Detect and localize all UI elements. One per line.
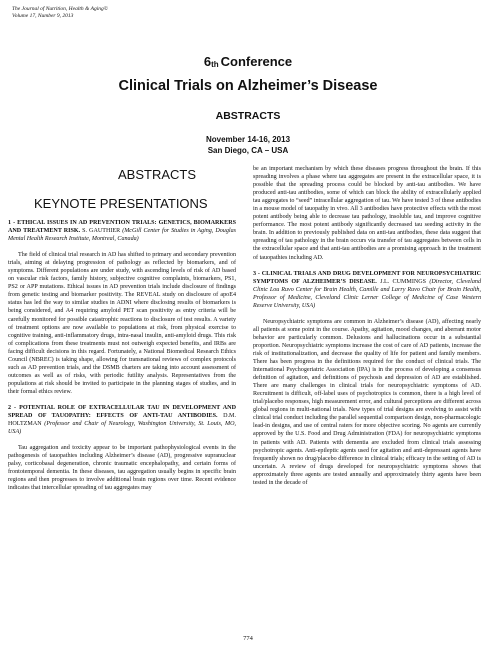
abstract-1-title: 1 - ETHICAL ISSUES IN AD PREVENTION TRIALS: GENETICS, BIOMARKERS AND TREATMENT RISK. [8, 220, 236, 235]
abstract-1-header [8, 219, 236, 243]
abstract-3-title: 3 - CLINICAL TRIALS AND DRUG DEVELOPMENT FOR NEUROPSYCHIATRIC SYMPTOMS OF ALZHEIMER’S DISEASE. [253, 270, 481, 285]
abstract-1-affiliation: (McGill Center for Studies in Aging, Douglas Mental Health Research Institute, Montreal, Canada) [8, 228, 237, 243]
conference-date-range: November 14-16, 2013 [205, 135, 291, 144]
abstract-3-affiliation: (Director, Cleveland Clinic Lou Ruvo Center for Brain Health, Camille and Larry Ruvo Chair for Brain Health, Professor of Medicine, Cleveland Clinic Lerner College of Medicine of Case Western Reserve University, USA) [253, 278, 482, 309]
conference-title: Clinical Trials on Alzheimer’s Disease [118, 78, 378, 94]
abstract-1-author: S. GAUTHIER [80, 228, 123, 235]
journal-name: The Journal of Nutrition, Health & Aging© [12, 6, 108, 12]
abstract-2-body: Tau aggregation and toxicity appear to be important pathophysiological events in the pathogenesis of tauopathies including Alzheimer’s disease (AD), progressive supranuclear palsy, corticobasal degeneration, chronic traumatic encephalopathy, and certain forms of frontotemporal dementia. In these diseases, tau aggregation usually begins in specific brain regions and then progresses to involve additional brain regions over time. Recent evidence indicates that intercellular spreading of tau aggregates may [8, 445, 236, 492]
conference-ordinal: th [211, 60, 219, 69]
abstracts-section-title: ABSTRACTS [118, 167, 197, 182]
conference-location: San Diego, CA – USA [207, 146, 289, 155]
conference-number [0, 54, 496, 69]
abstract-1-body: The field of clinical trial research in AD has shifted to primary and secondary prevention trials, aiming at delaying progression of pathology as reflected by biomarkers, and of symptoms. Different populations are under study, with ascending levels of risk of AD based on vascular risk factors, family history, subjective cognitive complaints, biomarkers, PS1, PS2 or APP mutations. Ethical issues in AD prevention trials include disclosure of findings from genetic testing and biomarker positivity. The REVEAL study on disclosure of apoE4 status has led the way to similar studies in ADNI where disclosing results of biomarkers is being considered, and A4 requiring amyloid PET scan positivity as entry criteria will be carefully monitored for possible catastrophic reactions to disclosure of test results. A variety of treatment options are now available to populations at risk, from physical exercise to cognitive training, anti-inflammatory drugs, intra-nasal insulin, anti-amyloid drugs. This risk of complications from these treatments must not outweigh expected benefits, and IRBs are facing difficult decisions in this regard. Fortunately, a National Biomedical Research Ethics Council (NBREC) is taking shape, allowing for transnational reviews of complex protocols such as AD prevention trials, and the DSMB charters are taking into account assessment of outcomes as well as of risks, with periodic futility analysis. Representatives from the populations at risk should be invited to participate in the planning stages of studies, and in their formal ethics review. [8, 252, 236, 395]
abstract-2-body-continued: be an important mechanism by which these diseases progress throughout the brain. If this spreading involves a phase where tau aggregates are present in the extracellular space, it is possible that the spreading process could be blocked by anti-tau antibodies. We have produced anti-tau antibodies, some of which can block the ability of extracellularly applied tau aggregates to “seed” intracellular aggregation of tau. We have tested 3 of these antibodies in a mouse model of tauopathy in vivo. All 3 antibodies have protective effects with the most potent antibody being able to decrease tau pathology, insoluble tau, and improve cognitive performance. The most potent antibody significantly decreased tau seeding activity in the brain. In addition to previously published data on anti-tau antibodies, these data suggest that spreading of tau pathology in the brain occurs via transfer of tau aggregates between cells in the extracellular space and that anti-tau antibodies are a promising approach in the treatment of tauopathies including AD. [253, 166, 481, 261]
conference-dates [0, 134, 496, 156]
abstract-2-author: D.M. HOLTZMAN [8, 413, 237, 428]
abstract-3-body: Neuropsychiatric symptoms are common in Alzheimer’s disease (AD), affecting nearly all patients at some point in the course. Apathy, agitation, mood changes, and aberrant motor behavior are particularly common. Delusions and hallucinations occur in a substantial proportion. Neuropsychiatric symptoms increase the cost of care of AD patients, increase the risk of institutionalization, and decrease the quality of life for patient and family members. There has been progress in the definitions required for the conduct of clinical trials. The International Psychogeriatric Association (IPA) is in the process of developing a consensus definition of agitation, and definitions of psychosis and depression of AD are established. There are many challenges in clinical trials for neuropsychiatric symptoms of AD. Recruitment is difficult, off-label uses of psychotropics is common, there is a high level of trial/placebo responses, high measurement error, and cultural perceptions are different across global regions in multi-national trials. New types of trial designs are evolving to assist with clinical trial conduct including the parallel sequential comparison design, non-pharmacologic lead-in designs, and use of central raters for more objective scoring. No agents are currently approved by the U.S. Food and Drug Administration (FDA) for neuropsychiatric symptoms in patients with AD. Patients with dementia are excluded from clinical trials assessing psychotropic agents. Anti-epileptic agents used for agitation and anti-depressant agents have frequently shown no drug/placebo difference in clinical trials; efficacy in the setting of AD is uncertain. A review of drugs developed for neuropsychiatric symptoms shows that approximately three agents are tested annually and approximately thirty agents have been tested in the decade of [253, 318, 481, 486]
abstracts-heading: ABSTRACTS [215, 110, 281, 122]
left-column [8, 163, 236, 492]
abstract-3-author: J.L. CUMMINGS [376, 278, 430, 285]
keynote-section-title: KEYNOTE PRESENTATIONS [34, 196, 208, 211]
abstract-2-affiliation: (Professor and Chair of Neurology, Washington University, St. Louis, MO, USA) [8, 421, 236, 436]
abstract-2-title: 2 - POTENTIAL ROLE OF EXTRACELLULAR TAU IN DEVELOPMENT AND SPREAD OF TAUOPATHY: EFFECTS OF ANTI-TAU ANTIBODIES. [8, 404, 236, 420]
conference-number-value: 6 [203, 54, 212, 69]
page-number: 774 [243, 635, 253, 642]
abstract-3-header [253, 270, 481, 310]
conference-word: Conference [220, 54, 293, 69]
abstract-2-header [8, 404, 236, 436]
right-column [253, 165, 481, 487]
journal-header [12, 6, 108, 20]
journal-volume: Volume 17, Number 9, 2013 [12, 13, 74, 19]
